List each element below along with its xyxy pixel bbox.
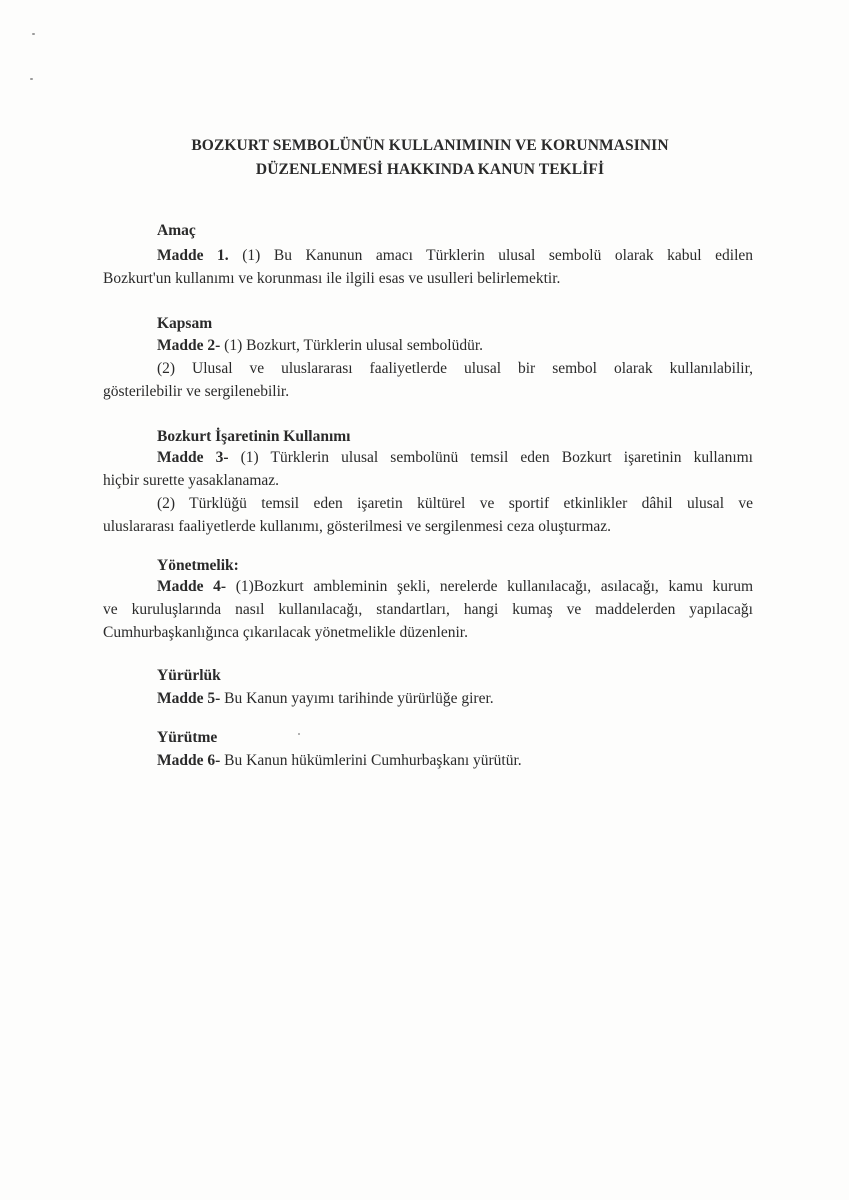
- madde-6-text-1: Bu Kanun hükümlerini Cumhurbaşkanı yürütür.: [224, 752, 522, 769]
- madde-2-text-1: (1) Bozkurt, Türklerin ulusal sembolüdür.: [224, 337, 484, 354]
- document-title-line-2: DÜZENLENMESİ HAKKINDA KANUN TEKLİFİ: [255, 161, 605, 178]
- madde-4-text-1: (1)Bozkurt ambleminin şekli, nerelerde kullanılacağı, asılacağı, kamu kurum: [235, 578, 753, 595]
- section-heading-kapsam: Kapsam: [157, 315, 213, 332]
- madde-3-line-3: (2) Türklüğü temsil eden işaretin kültürel ve sportif etkinlikler dâhil ulusal ve: [157, 495, 753, 512]
- madde-4-label: Madde 4-: [157, 578, 227, 595]
- madde-3-text-1: (1) Türklerin ulusal sembolünü temsil eden Bozkurt işaretinin kullanımı: [240, 449, 753, 466]
- madde-3-label: Madde 3-: [157, 449, 229, 466]
- madde-2-line-3: gösterilebilir ve sergilenebilir.: [103, 383, 290, 400]
- madde-2-label: Madde 2-: [157, 337, 221, 354]
- section-heading-yurutme: Yürütme: [157, 729, 218, 746]
- madde-4-line-1: [157, 575, 753, 598]
- madde-1-line-2: Bozkurt'un kullanımı ve korunması ile ilgili esas ve usulleri belirlemektir.: [103, 270, 561, 287]
- madde-3-line-4: uluslararası faaliyetlerde kullanımı, gösterilmesi ve sergilenmesi ceza oluşturmaz.: [103, 518, 612, 535]
- madde-1-line-1: [157, 244, 753, 267]
- section-heading-kullanim: Bozkurt İşaretinin Kullanımı: [157, 428, 351, 445]
- madde-5-line-1: [157, 687, 807, 710]
- section-heading-yonetmelik: Yönetmelik:: [157, 557, 239, 574]
- madde-2-line-2: (2) Ulusal ve uluslararası faaliyetlerde ulusal bir sembol olarak kullanılabilir,: [157, 360, 753, 377]
- madde-5-text-1: Bu Kanun yayımı tarihinde yürürlüğe girer.: [224, 690, 494, 707]
- madde-3-line-2: hiçbir surette yasaklanamaz.: [103, 472, 280, 489]
- section-heading-amac: Amaç: [157, 222, 196, 239]
- madde-5-label: Madde 5-: [157, 690, 221, 707]
- madde-1-label: Madde 1.: [157, 247, 229, 264]
- scan-speck: [298, 733, 300, 735]
- madde-1-text-1: (1) Bu Kanunun amacı Türklerin ulusal sembolü olarak kabul edilen: [242, 247, 754, 264]
- scan-speck: [30, 78, 33, 80]
- madde-3-line-1: [157, 446, 753, 469]
- madde-4-line-3: Cumhurbaşkanlığınca çıkarılacak yönetmelikle düzenlenir.: [103, 624, 468, 641]
- madde-6-line-1: [157, 749, 807, 772]
- document-title-line-1: BOZKURT SEMBOLÜNÜN KULLANIMININ VE KORUNMASININ: [191, 137, 669, 154]
- madde-6-label: Madde 6-: [157, 752, 221, 769]
- section-heading-yururluk: Yürürlük: [157, 667, 221, 684]
- scan-speck: [32, 33, 35, 35]
- madde-2-line-1: [157, 334, 807, 357]
- madde-4-line-2: ve kuruluşlarında nasıl kullanılacağı, standartları, hangi kumaş ve maddelerden yapılacağı: [103, 601, 753, 618]
